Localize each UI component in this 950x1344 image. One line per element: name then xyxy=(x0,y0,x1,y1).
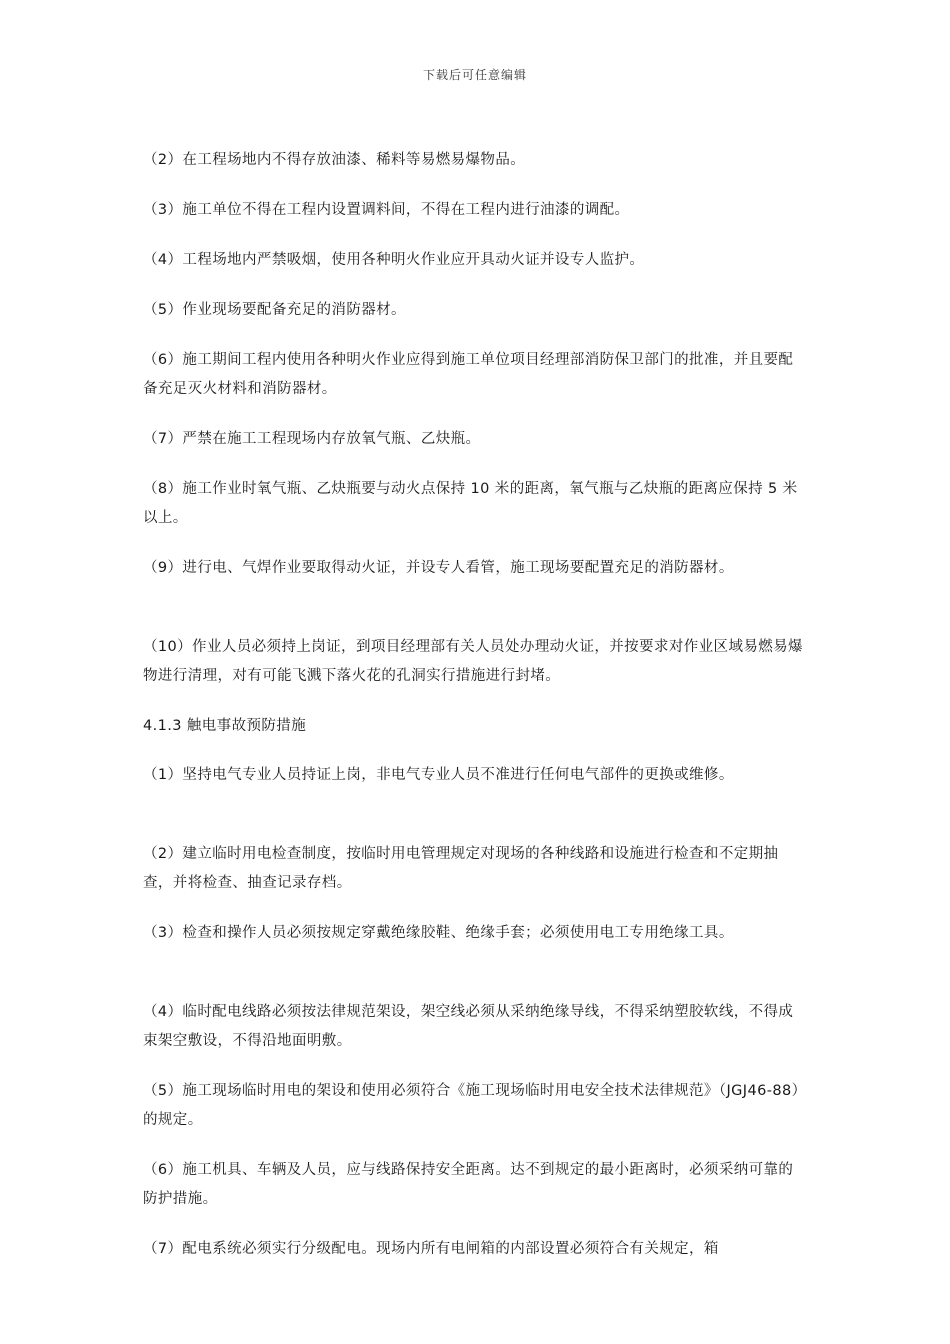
paragraph-electric-2: （2）建立临时用电检查制度，按临时用电管理规定对现场的各种线路和设施进行检查和不定期抽查，并将检查、抽查记录存档。 xyxy=(143,846,779,891)
paragraph-fire-5: （5）作业现场要配备充足的消防器材。 xyxy=(143,302,406,318)
paragraph-fire-8: （8）施工作业时氧气瓶、乙炔瓶要与动火点保持 10 米的距离，氧气瓶与乙炔瓶的距离应保持 5 米以上。 xyxy=(143,481,798,526)
document-body xyxy=(143,146,807,1285)
section-heading: 4.1.3 触电事故预防措施 xyxy=(143,718,307,734)
paragraph-electric-4: （4）临时配电线路必须按法律规范架设，架空线必须从采纳绝缘导线，不得采纳塑胶软线，不得成束架空敷设，不得沿地面明敷。 xyxy=(143,1004,794,1049)
paragraph-fire-7: （7）严禁在施工工程现场内存放氧气瓶、乙炔瓶。 xyxy=(143,431,481,447)
paragraph-electric-1: （1）坚持电气专业人员持证上岗，非电气专业人员不准进行任何电气部件的更换或维修。 xyxy=(143,767,734,783)
page-header: 下载后可任意编辑 xyxy=(422,68,527,82)
paragraph-electric-3: （3）检查和操作人员必须按规定穿戴绝缘胶鞋、绝缘手套；必须使用电工专用绝缘工具。 xyxy=(143,925,734,941)
paragraph-fire-3: （3）施工单位不得在工程内设置调料间，不得在工程内进行油漆的调配。 xyxy=(143,202,630,218)
paragraph-fire-10: （10）作业人员必须持上岗证，到项目经理部有关人员处办理动火证，并按要求对作业区域易燃易爆物进行清理，对有可能飞溅下落火花的孔洞实行措施进行封堵。 xyxy=(143,639,803,684)
paragraph-fire-9: （9）进行电、气焊作业要取得动火证，并设专人看管，施工现场要配置充足的消防器材。 xyxy=(143,560,734,576)
paragraph-electric-5: （5）施工现场临时用电的架设和使用必须符合《施工现场临时用电安全技术法律规范》（JGJ46-88）的规定。 xyxy=(143,1083,807,1128)
paragraph-electric-6: （6）施工机具、车辆及人员，应与线路保持安全距离。达不到规定的最小距离时，必须采纳可靠的防护措施。 xyxy=(143,1162,794,1207)
paragraph-fire-2: （2）在工程场地内不得存放油漆、稀料等易燃易爆物品。 xyxy=(143,152,526,168)
paragraph-fire-6: （6）施工期间工程内使用各种明火作业应得到施工单位项目经理部消防保卫部门的批准，并且要配备充足灭火材料和消防器材。 xyxy=(143,352,794,397)
paragraph-fire-4: （4）工程场地内严禁吸烟，使用各种明火作业应开具动火证并设专人监护。 xyxy=(143,252,645,268)
paragraph-electric-7: （7）配电系统必须实行分级配电。现场内所有电闸箱的内部设置必须符合有关规定，箱 xyxy=(143,1241,719,1257)
